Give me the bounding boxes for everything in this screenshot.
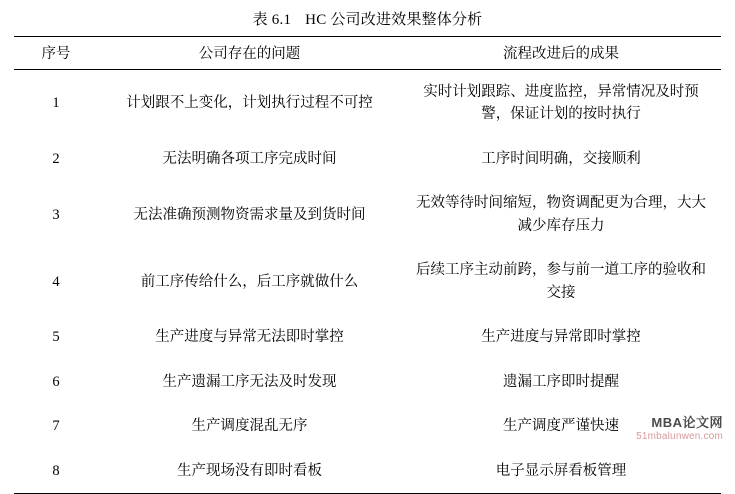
cell-problem: 生产调度混乱无序 — [191, 418, 308, 435]
cell-problem: 前工序传给什么，后工序就做什么 — [140, 273, 359, 290]
cell-no: 8 — [14, 449, 98, 494]
watermark-url: 51mbalunwen.com — [636, 430, 723, 442]
table-header-row — [14, 37, 721, 70]
cell-problem: 计划跟不上变化，计划执行过程不可控 — [126, 95, 373, 112]
cell-result: 电子显示屏看板管理 — [401, 449, 721, 494]
cell-problem: 无法明确各项工序完成时间 — [162, 150, 337, 167]
watermark-title: MBA论文网 — [651, 414, 723, 430]
column-header-result: 流程改进后的成果 — [401, 37, 721, 70]
cell-no: 3 — [52, 206, 60, 223]
cell-result: 后续工序主动前跨，参与前一道工序的验收和交接 — [416, 262, 706, 301]
cell-no: 2 — [52, 150, 60, 167]
cell-result: 遗漏工序即时提醒 — [503, 373, 619, 390]
table-row — [14, 137, 721, 181]
cell-result: 工序时间明确，交接顺利 — [481, 150, 641, 167]
cell-problem: 生产进度与异常无法即时掌控 — [155, 329, 344, 346]
table-row — [14, 449, 721, 494]
table-row — [14, 181, 721, 248]
cell-result: 生产调度严谨快速 — [503, 418, 619, 435]
analysis-table — [14, 36, 721, 494]
cell-no: 5 — [52, 329, 60, 346]
cell-no: 4 — [52, 273, 60, 290]
cell-problem: 无法准确预测物资需求量及到货时间 — [133, 206, 366, 223]
caption-title: HC 公司改进效果整体分析 — [305, 12, 483, 28]
column-header-no: 序号 — [14, 37, 98, 70]
table-row — [14, 248, 721, 315]
column-header-problem: 公司存在的问题 — [98, 37, 401, 70]
cell-no: 1 — [52, 95, 60, 112]
cell-no: 7 — [52, 418, 60, 435]
table-row — [14, 404, 721, 448]
cell-result: 生产进度与异常即时掌控 — [481, 329, 641, 346]
cell-result: 无效等待时间缩短，物资调配更为合理，大大减少库存压力 — [416, 195, 706, 234]
cell-no: 6 — [52, 373, 60, 390]
cell-result: 实时计划跟踪、进度监控，异常情况及时预警，保证计划的按时执行 — [423, 84, 699, 123]
cell-problem: 生产遗漏工序无法及时发现 — [162, 373, 337, 390]
table-row — [14, 360, 721, 404]
caption-label: 表 6.1 — [252, 12, 292, 28]
table-header — [14, 37, 721, 70]
table-body — [14, 70, 721, 494]
table-caption — [14, 0, 721, 36]
table-row — [14, 70, 721, 137]
cell-problem: 生产现场没有即时看板 — [98, 449, 401, 494]
table-row — [14, 315, 721, 359]
watermark — [636, 416, 723, 442]
